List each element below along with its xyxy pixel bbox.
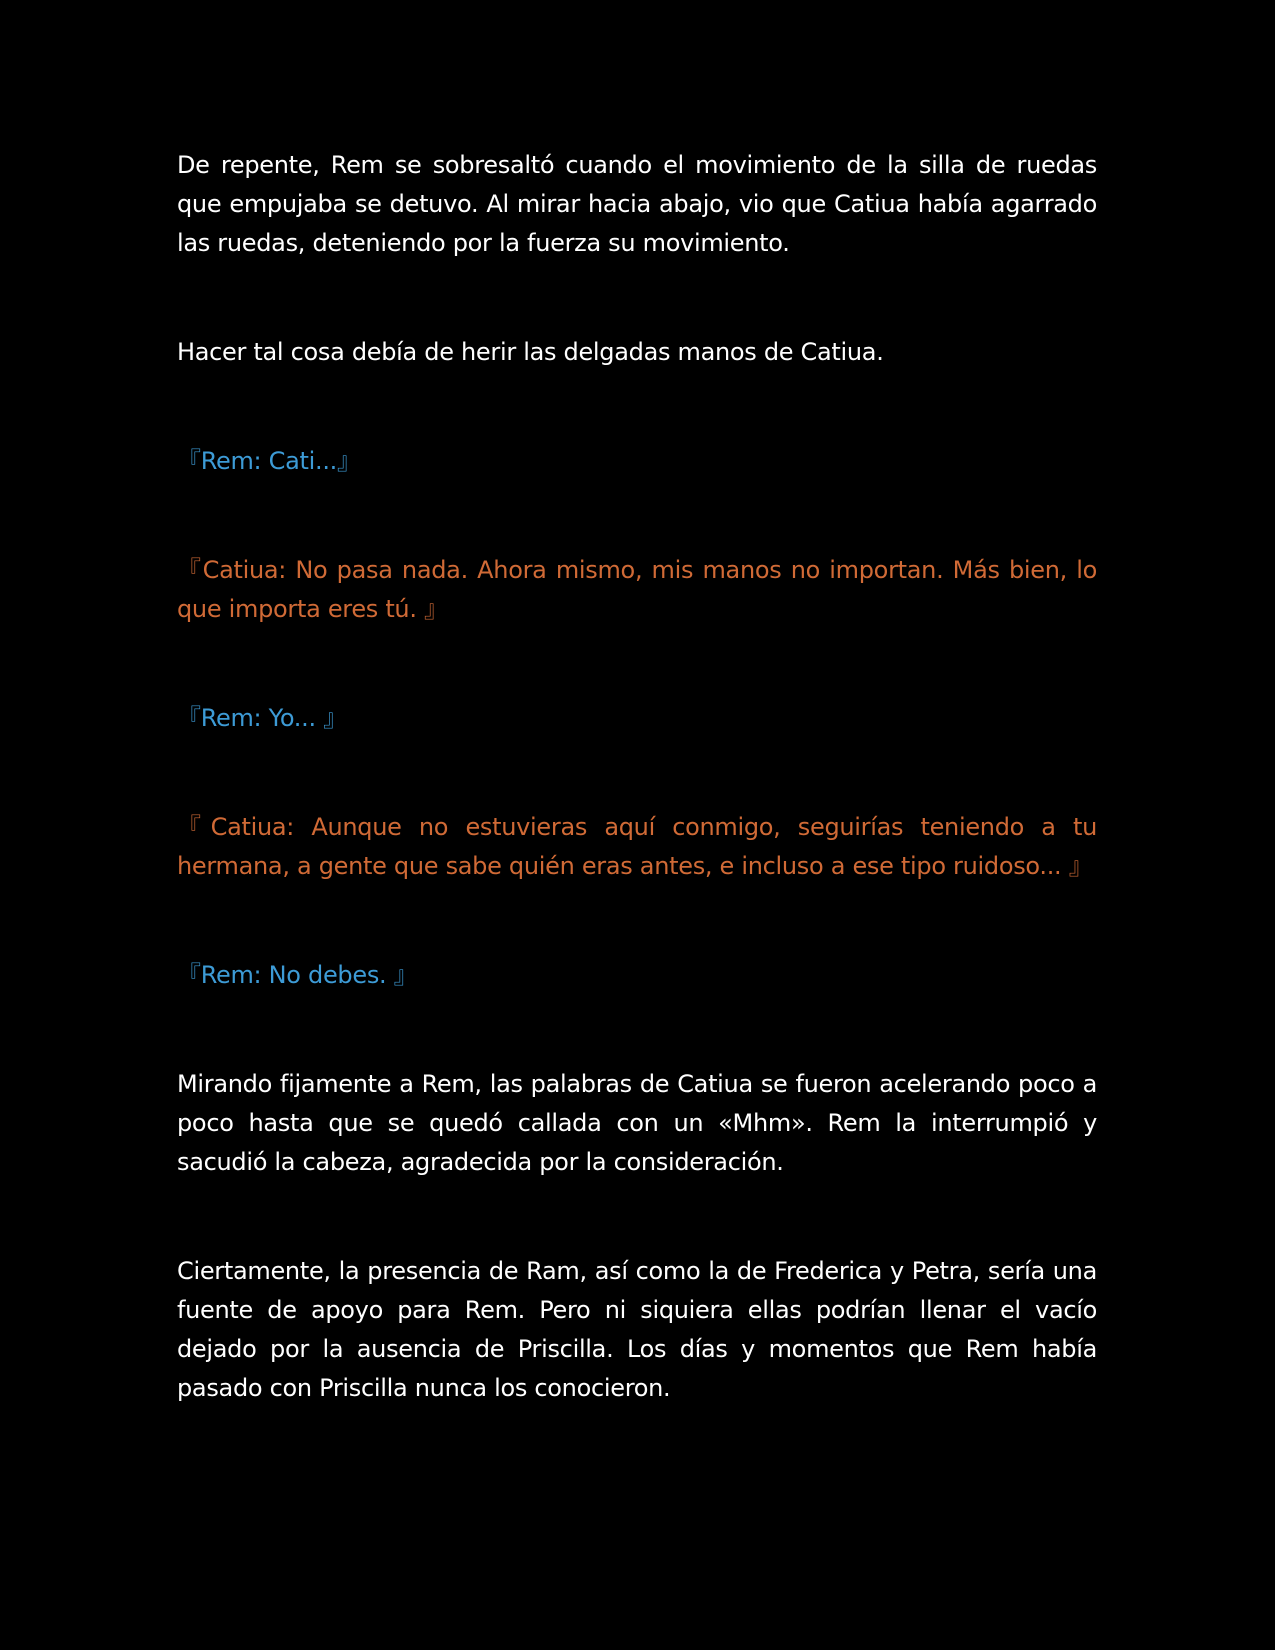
rem-dialogue: 『Rem: No debes. 』 <box>177 961 418 989</box>
catiua-dialogue: 『Catiua: Aunque no estuvieras aquí conmigo, seguirías teniendo a tu hermana, a gente que sabe quién eras antes, e incluso a ese tipo ruidoso... 』 <box>177 813 1097 880</box>
catiua-dialogue: 『Catiua: No pasa nada. Ahora mismo, mis manos no importan. Más bien, lo que importa eres tú. 』 <box>177 556 1097 623</box>
rem-dialogue: 『Rem: Yo... 』 <box>177 704 347 732</box>
narration-paragraph: De repente, Rem se sobresaltó cuando el movimiento de la silla de ruedas que empujaba se detuvo. Al mirar hacia abajo, vio que Catiua había agarrado las ruedas, deteniendo por la fuerza su movimiento. <box>177 151 1097 257</box>
narration-paragraph: Ciertamente, la presencia de Ram, así como la de Frederica y Petra, sería una fuente de apoyo para Rem. Pero ni siquiera ellas podrían llenar el vacío dejado por la ausencia de Priscilla. Los días y momentos que Rem había pasado con Priscilla nunca los conocieron. <box>177 1257 1097 1402</box>
rem-dialogue: 『Rem: Cati...』 <box>177 447 361 475</box>
narration-paragraph: Hacer tal cosa debía de herir las delgadas manos de Catiua. <box>177 338 884 366</box>
document-page <box>177 146 1097 1408</box>
narration-paragraph: Mirando fijamente a Rem, las palabras de Catiua se fueron acelerando poco a poco hasta que se quedó callada con un «Mhm». Rem la interrumpió y sacudió la cabeza, agradecida por la consideración. <box>177 1070 1097 1176</box>
